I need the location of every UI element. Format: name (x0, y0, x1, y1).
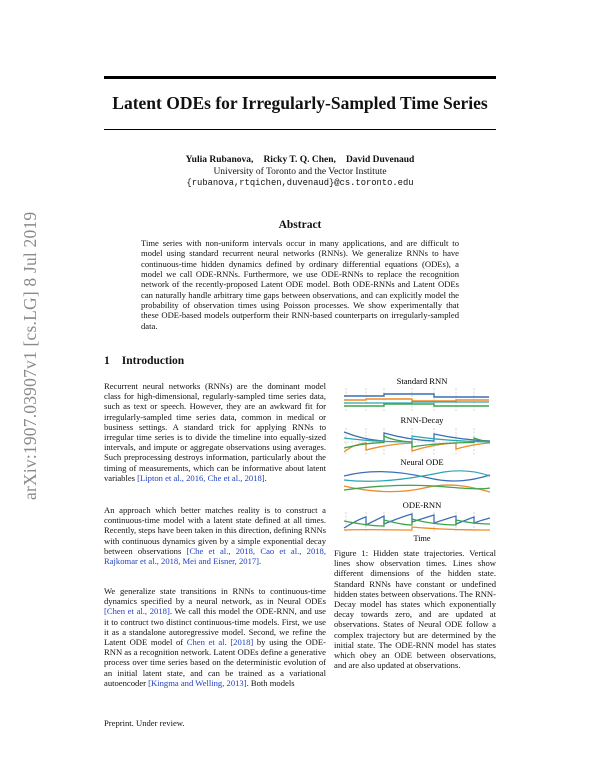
intro-paragraph-2 (104, 505, 326, 566)
affiliation: University of Toronto and the Vector Institute (213, 166, 387, 177)
paragraph-text: . (264, 472, 267, 483)
footer-note: Preprint. Under review. (104, 718, 185, 728)
panel-rnn-decay (344, 428, 490, 456)
intro-paragraph-1 (104, 381, 326, 483)
figure-hidden-state-trajectories (334, 372, 496, 544)
x-axis-label: Time (413, 534, 431, 543)
arxiv-identifier[interactable]: arXiv:1907.03907v1 [cs.LG] 8 Jul 2019 (20, 211, 40, 500)
intro-paragraph-3 (104, 586, 326, 688)
citation-link[interactable]: [Che et al., 2018, Cao et al., 2018, Rajkomar et al., 2018, Mei and Eisner, 2017] (104, 545, 326, 567)
paragraph-text: We generalize state transitions in RNNs to continuous-time dynamics specified by a neural network, as in Neural ODEs (104, 586, 326, 607)
author-name: Ricky T. Q. Chen, (263, 155, 336, 165)
abstract-text: Time series with non-uniform intervals occur in many applications, and are difficult to model using standard recurrent neural networks (RNNs). We generalize RNNs to have continuous-time hidden dynamics defined by ordinary differential equations (ODEs), a model we call ODE-RNNs. Furthermore, we use ODE-RNNs to replace the recognition network of the recently-proposed Latent ODE model. Both ODE-RNNs and Latent ODEs can naturally handle arbitrary time gaps between observations, and can explicitly model the probability of observation times using Poisson processes. We show experimentally that these ODE-based models outperform their RNN-based counterparts on irregularly-sampled data. (141, 238, 459, 331)
paragraph-text: An approach which better matches reality is to construct a continuous-time model with a latent state defined at all times. Recently, steps have been taken in this direction, defining RNNs with continuous dynamics given by a simple exponential decay between observations (104, 505, 326, 556)
panel-label-neural-ode: Neural ODE (400, 457, 444, 467)
paper-title: Latent ODEs for Irregularly-Sampled Time Series (112, 93, 488, 113)
title-top-rule (104, 76, 496, 79)
citation-link[interactable]: [Kingma and Welling, 2013] (148, 677, 247, 688)
author-name: Yulia Rubanova, (185, 155, 254, 165)
panel-standard-rnn (344, 388, 489, 412)
paragraph-text: . Both models (246, 677, 295, 688)
paragraph-text: . (259, 556, 262, 567)
panel-label-ode-rnn: ODE-RNN (402, 500, 442, 510)
paragraph-text: . We call this model the ODE-RNN, and use it to contruct two distinct continuous-time models. First, we use it as a standalone autoregressive model. Second, we refine the Latent ODE model of (104, 606, 326, 648)
panel-label-standard-rnn: Standard RNN (396, 376, 448, 386)
section-heading (104, 355, 184, 367)
author-block (104, 155, 496, 190)
paragraph-text: by using the ODE-RNN as a recognition network. Latent ODEs define a generative process over time series based on the deterministic evolution of an initial latent state, and can be trained as a variational autoencoder (104, 637, 326, 688)
abstract-heading: Abstract (278, 219, 322, 231)
panel-label-rnn-decay: RNN-Decay (400, 415, 444, 425)
section-title: Introduction (121, 355, 185, 367)
figure-caption: Figure 1: Hidden state trajectories. Vertical lines show observation times. Lines show different dimensions of the hidden state. Standard RNNs have constant or undefined hidden states between observations. The RNN-Decay model has states which exponentially decay towards zero, and are updated at observations. States of Neural ODE follow a complex trajectory but are determined by the initial state. The ODE-RNN model has states which obey an ODE between observations, and are also updated at observations. (334, 548, 496, 671)
trajectory-line (344, 404, 489, 406)
trajectory-line (344, 399, 489, 401)
trajectory-line (344, 472, 490, 481)
title-bottom-rule (104, 129, 496, 130)
section-number: 1 (104, 355, 110, 367)
panel-ode-rnn (344, 512, 490, 532)
citation-link[interactable]: Chen et al. [2018] (186, 637, 254, 648)
paragraph-text: Recurrent neural networks (RNNs) are the dominant model class for high-dimensional, regularly-sampled time series data, such as text or speech. However, they are an awkward fit for irregularly-sampled time series data, common in medical or business settings. A standard trick for applying RNNs to irregular time series is to divide the timeline into equally-sized intervals, and impute or aggregate observations using averages. Such preprocessing destroys information, particularly about the timing of measurements, which can be informative about latent variables (104, 381, 326, 483)
author-names (104, 155, 496, 167)
trajectory-line (344, 394, 489, 397)
citation-link[interactable]: [Lipton et al., 2016, Che et al., 2018] (137, 472, 265, 483)
panel-neural-ode (344, 471, 490, 492)
author-emails: {rubanova,rtqichen,duvenaud}@cs.toronto.edu (186, 178, 414, 188)
author-name: David Duvenaud (345, 155, 415, 165)
citation-link[interactable]: [Chen et al., 2018] (104, 606, 170, 617)
